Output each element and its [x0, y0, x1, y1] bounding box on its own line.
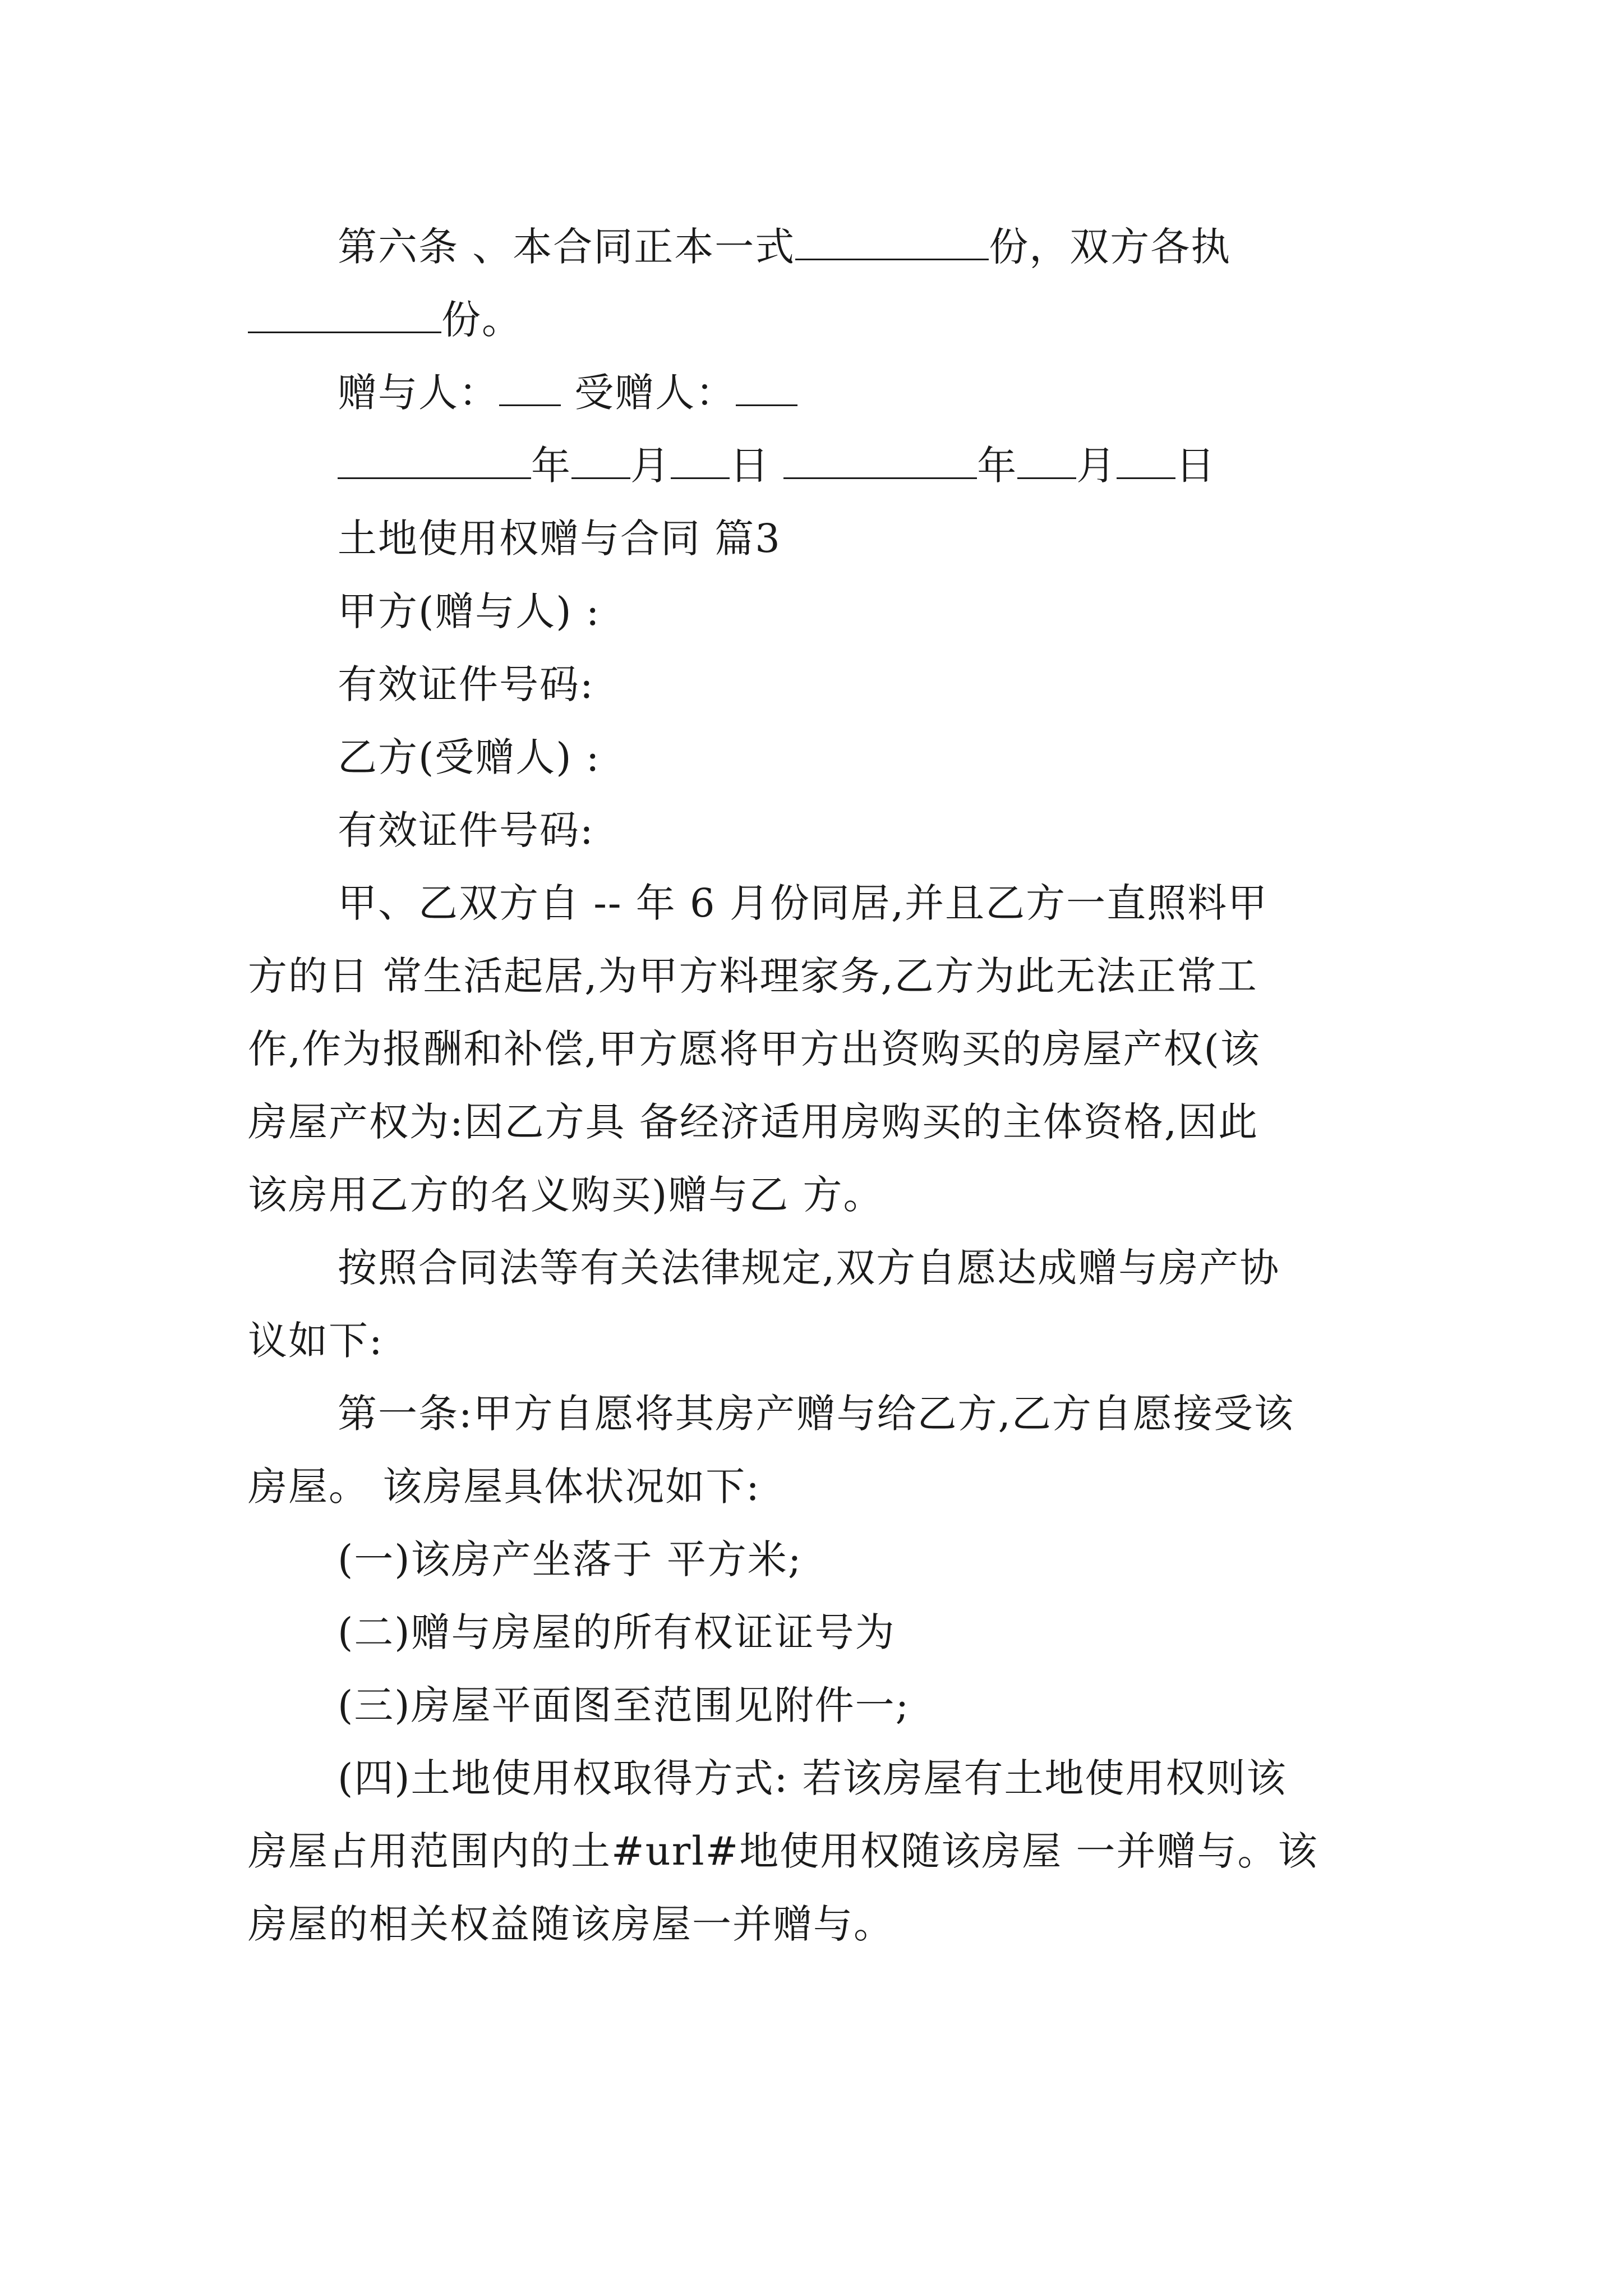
article-one-line: 房屋。 该房屋具体状况如下:	[248, 1464, 760, 1510]
item-one: (一)该房产坐落于 平方米;	[338, 1536, 803, 1582]
item-four-line: 房屋占用范围内的土#url#地使用权随该房屋 一并赠与。该	[248, 1828, 1318, 1874]
donee-year-blank	[783, 443, 977, 479]
clause-six-line-1	[338, 222, 1623, 272]
party-b-label: 乙方(受赠人) :	[338, 734, 601, 780]
donee-month-label: 月	[1076, 443, 1117, 489]
clause-six-text: 第六条 、本合同正本一式	[338, 224, 796, 270]
item-three: (三)房屋平面图至范围见附件一;	[338, 1682, 910, 1728]
copies-total-blank	[795, 224, 989, 260]
party-b-id-label: 有效证件号码:	[338, 807, 594, 853]
clause-six-end: 份。	[441, 297, 522, 343]
paragraph-line: 议如下:	[248, 1318, 384, 1364]
item-four-line: 房屋的相关权益随该房屋一并赠与。	[248, 1901, 894, 1947]
paragraph-line: 房屋产权为:因乙方具 备经济适用房购买的主体资格,因此	[248, 1099, 1259, 1145]
item-two: (二)赠与房屋的所有权证证号为	[338, 1609, 896, 1655]
copies-each-blank	[248, 297, 441, 333]
donee-signature-blank	[736, 370, 797, 406]
paragraph-line: 该房用乙方的名义购买)赠与乙 方。	[248, 1172, 884, 1218]
party-a-id-label: 有效证件号码:	[338, 661, 594, 707]
signature-line	[338, 367, 1623, 418]
donee-label: 受赠人：	[574, 370, 736, 416]
article-one-line: 第一条:甲方自愿将其房产赠与给乙方,乙方自愿接受该	[338, 1391, 1294, 1437]
donor-label: 赠与人：	[338, 370, 499, 416]
clause-six-tail: 份，双方各执	[989, 224, 1232, 270]
donor-year-label: 年	[531, 443, 571, 489]
date-line	[338, 440, 1623, 491]
paragraph-line: 作,作为报酬和补偿,甲方愿将甲方出资购买的房屋产权(该	[248, 1026, 1261, 1072]
donor-year-blank	[338, 443, 531, 479]
donee-day-label: 日	[1175, 443, 1216, 489]
donor-day-blank	[671, 443, 730, 479]
paragraph-line: 按照合同法等有关法律规定,双方自愿达成赠与房产协	[338, 1245, 1280, 1291]
clause-six-line-2	[248, 295, 1623, 345]
item-four-line: (四)土地使用权取得方式: 若该房屋有土地使用权则该	[338, 1755, 1287, 1801]
donor-day-label: 日	[730, 443, 770, 489]
paragraph-line: 甲、乙双方自 -- 年 6 月份同居,并且乙方一直照料甲	[338, 880, 1269, 926]
donor-month-blank	[571, 443, 630, 479]
donor-month-label: 月	[630, 443, 671, 489]
donee-month-blank	[1017, 443, 1076, 479]
donor-signature-blank	[499, 370, 561, 406]
section-title: 土地使用权赠与合同 篇3	[338, 516, 781, 562]
paragraph-line: 方的日 常生活起居,为甲方料理家务,乙方为此无法正常工	[248, 953, 1258, 999]
donee-day-blank	[1117, 443, 1175, 479]
donee-year-label: 年	[977, 443, 1018, 489]
party-a-label: 甲方(赠与人) :	[338, 588, 601, 634]
